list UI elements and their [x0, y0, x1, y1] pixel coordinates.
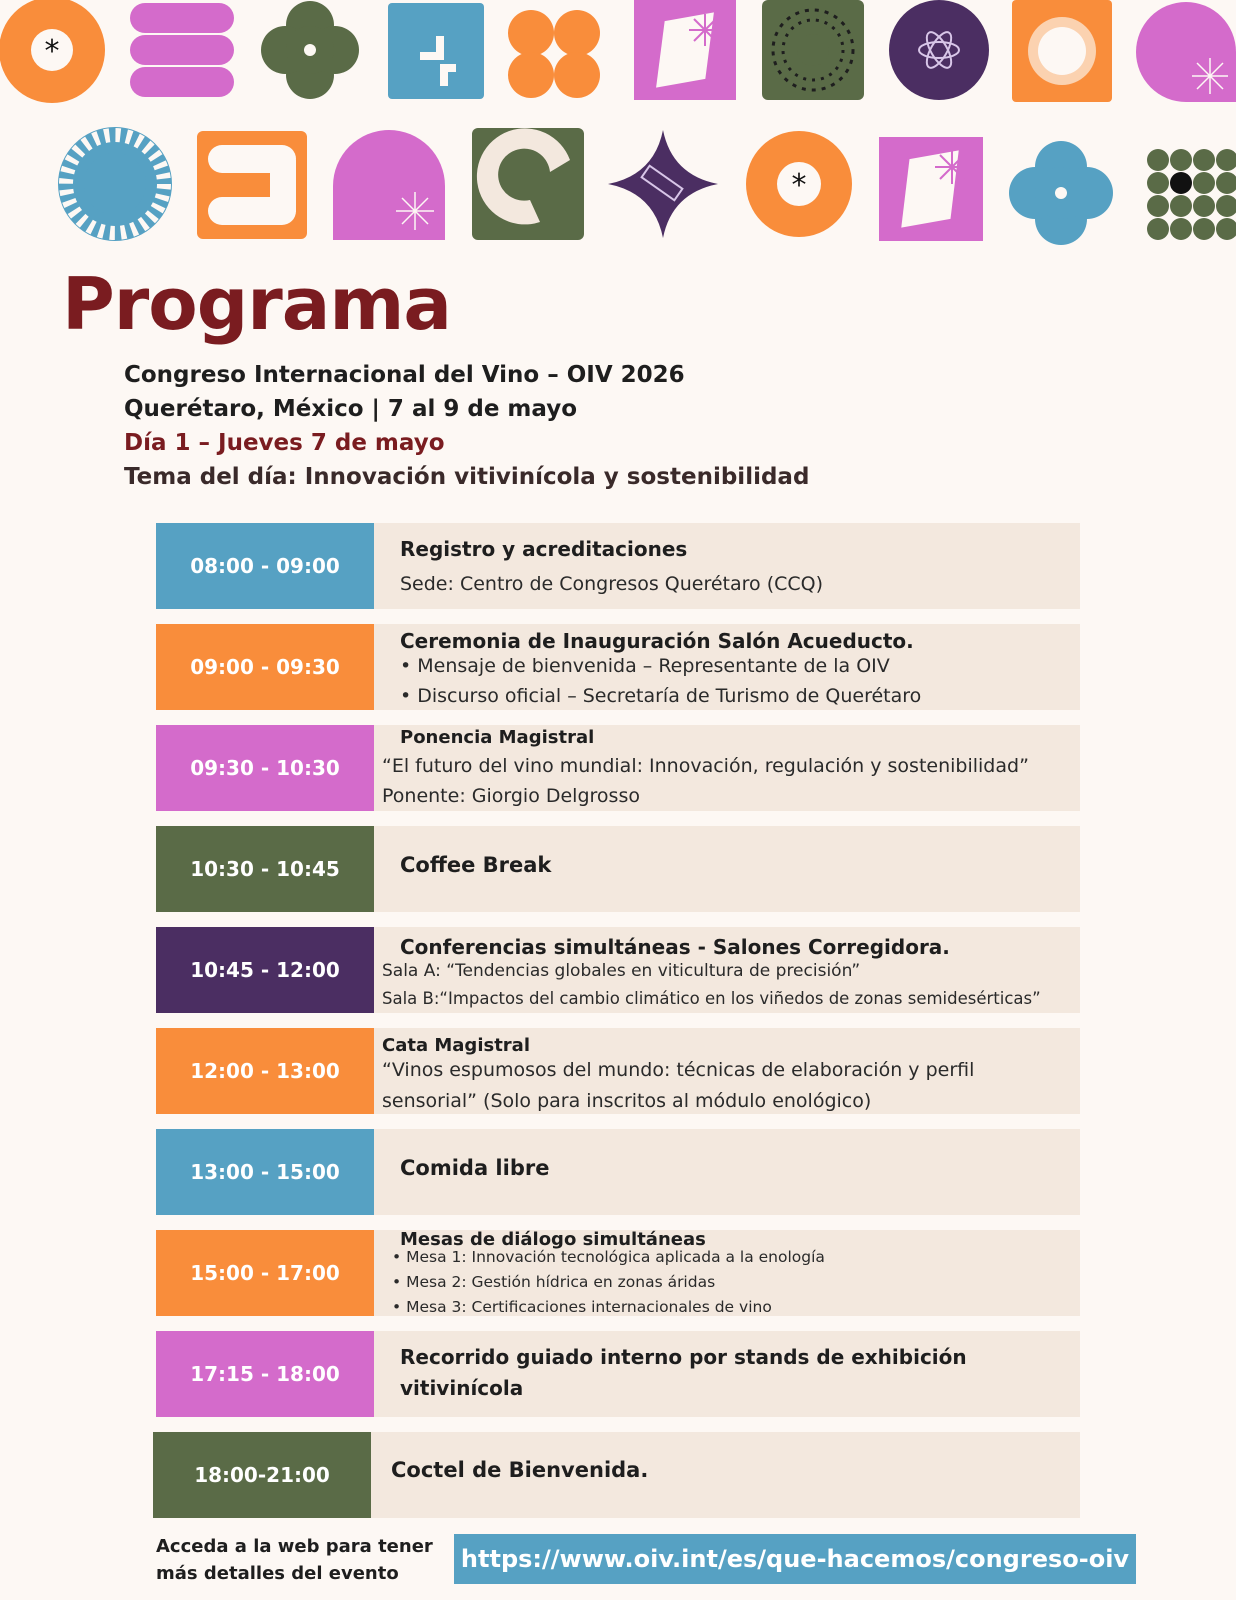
footer-note: Acceda a la web para tener más detalles del evento [156, 1536, 433, 1584]
session-content [374, 523, 1080, 609]
session-content [374, 1129, 1080, 1215]
time-slot: 09:00 - 09:30 [156, 624, 374, 710]
time-slot: 15:00 - 17:00 [156, 1230, 374, 1316]
list-item: • Mensaje de bienvenida – Representante de la OIV [400, 655, 890, 677]
svg-text:*: * [791, 168, 807, 203]
blue-square-corner-icon [388, 3, 484, 99]
pink-stacked-ovals-icon [130, 3, 234, 97]
event-website-link[interactable]: https://www.oiv.int/es/que-hacemos/congreso-oiv [454, 1534, 1136, 1584]
session-content [374, 1230, 1080, 1316]
session-title-cont: vitivinícola [400, 1376, 524, 1400]
session-room-b: Sala B:“Impactos del cambio climático en los viñedos de zonas semidesérticas” [382, 989, 1041, 1008]
schedule-row [156, 523, 1080, 609]
session-title: Mesas de diálogo simultáneas [400, 1229, 706, 1250]
time-slot: 18:00-21:00 [153, 1432, 371, 1518]
time-slot: 10:45 - 12:00 [156, 927, 374, 1013]
session-title: Cata Magistral [382, 1035, 530, 1056]
session-title: Recorrido guiado interno por stands de exhibición [400, 1345, 967, 1369]
list-item: • Mesa 2: Gestión hídrica en zonas áridas [392, 1273, 716, 1291]
schedule-row [156, 1129, 1080, 1215]
orange-asterisk-circle-icon [0, 0, 105, 103]
time-slot: 12:00 - 13:00 [156, 1028, 374, 1114]
orange-asterisk-circle-icon-2 [746, 131, 852, 237]
blue-sun-ring-icon [58, 127, 172, 241]
schedule-row [156, 725, 1080, 811]
list-item: • Discurso oficial – Secretaría de Turismo de Querétaro [400, 685, 922, 707]
session-title: Ponencia Magistral [400, 727, 595, 748]
session-title: Registro y acreditaciones [400, 537, 688, 561]
page-title: Programa [62, 262, 451, 346]
session-room-a: Sala A: “Tendencias globales en viticultura de precisión” [382, 961, 861, 981]
session-content [374, 1028, 1080, 1114]
session-topic: “El futuro del vino mundial: Innovación, regulación y sostenibilidad” [382, 755, 1029, 777]
orange-s-shape-icon [197, 131, 307, 239]
session-topic-cont: sensorial” (Solo para inscritos al módulo enológico) [382, 1090, 872, 1112]
session-content [374, 927, 1080, 1013]
green-dot-grid-icon [1147, 149, 1236, 240]
orange-four-circles-icon [508, 10, 600, 98]
orange-sunburst-icon [1012, 0, 1112, 102]
list-item: • Mesa 1: Innovación tecnológica aplicada a la enología [392, 1248, 825, 1266]
schedule-row [156, 927, 1080, 1013]
time-slot: 13:00 - 15:00 [156, 1129, 374, 1215]
session-topic: “Vinos espumosos del mundo: técnicas de elaboración y perfil [382, 1059, 975, 1081]
schedule-row [156, 1230, 1080, 1316]
session-title: Coffee Break [400, 853, 552, 877]
purple-star-diamond-icon [608, 130, 718, 238]
svg-text:*: * [44, 34, 60, 69]
blue-flower-icon [1009, 141, 1113, 245]
time-slot: 17:15 - 18:00 [156, 1331, 374, 1417]
green-crescent-square-icon [472, 128, 584, 240]
purple-atom-circle-icon [889, 0, 989, 100]
green-radial-burst-icon [762, 0, 864, 100]
schedule-row [156, 624, 1080, 710]
pink-square-sparkle-icon-2 [879, 137, 983, 241]
pink-arch-sparkle-icon [333, 130, 445, 240]
time-slot: 10:30 - 10:45 [156, 826, 374, 912]
session-detail: Sede: Centro de Congresos Querétaro (CCQ) [400, 573, 824, 595]
day-theme: Tema del día: Innovación vitivinícola y sostenibilidad [124, 464, 810, 490]
session-title: Ceremonia de Inauguración Salón Acueducto. [400, 629, 914, 653]
time-slot: 09:30 - 10:30 [156, 725, 374, 811]
session-title: Coctel de Bienvenida. [391, 1458, 649, 1482]
time-slot: 08:00 - 09:00 [156, 523, 374, 609]
session-speaker: Ponente: Giorgio Delgrosso [382, 785, 640, 807]
session-content [374, 826, 1080, 912]
pink-square-sparkle-icon [634, 0, 736, 100]
day-heading: Día 1 – Jueves 7 de mayo [124, 430, 445, 456]
session-title: Comida libre [400, 1156, 550, 1180]
session-content [374, 725, 1080, 811]
pink-semicircle-sparkle-icon [1136, 2, 1236, 102]
event-location-dates: Querétaro, México | 7 al 9 de mayo [124, 396, 578, 422]
decorative-shapes-banner [0, 0, 1236, 250]
schedule-row [156, 826, 1080, 912]
session-content [374, 624, 1080, 710]
schedule-row [156, 1331, 1080, 1417]
session-content [371, 1432, 1080, 1518]
schedule-row [153, 1432, 1080, 1518]
event-name: Congreso Internacional del Vino – OIV 2026 [124, 362, 685, 388]
session-title: Conferencias simultáneas - Salones Corregidora. [400, 935, 950, 959]
green-flower-icon [261, 1, 359, 99]
schedule-row [156, 1028, 1080, 1114]
list-item: • Mesa 3: Certificaciones internacionales de vino [392, 1298, 772, 1316]
session-content [374, 1331, 1080, 1417]
